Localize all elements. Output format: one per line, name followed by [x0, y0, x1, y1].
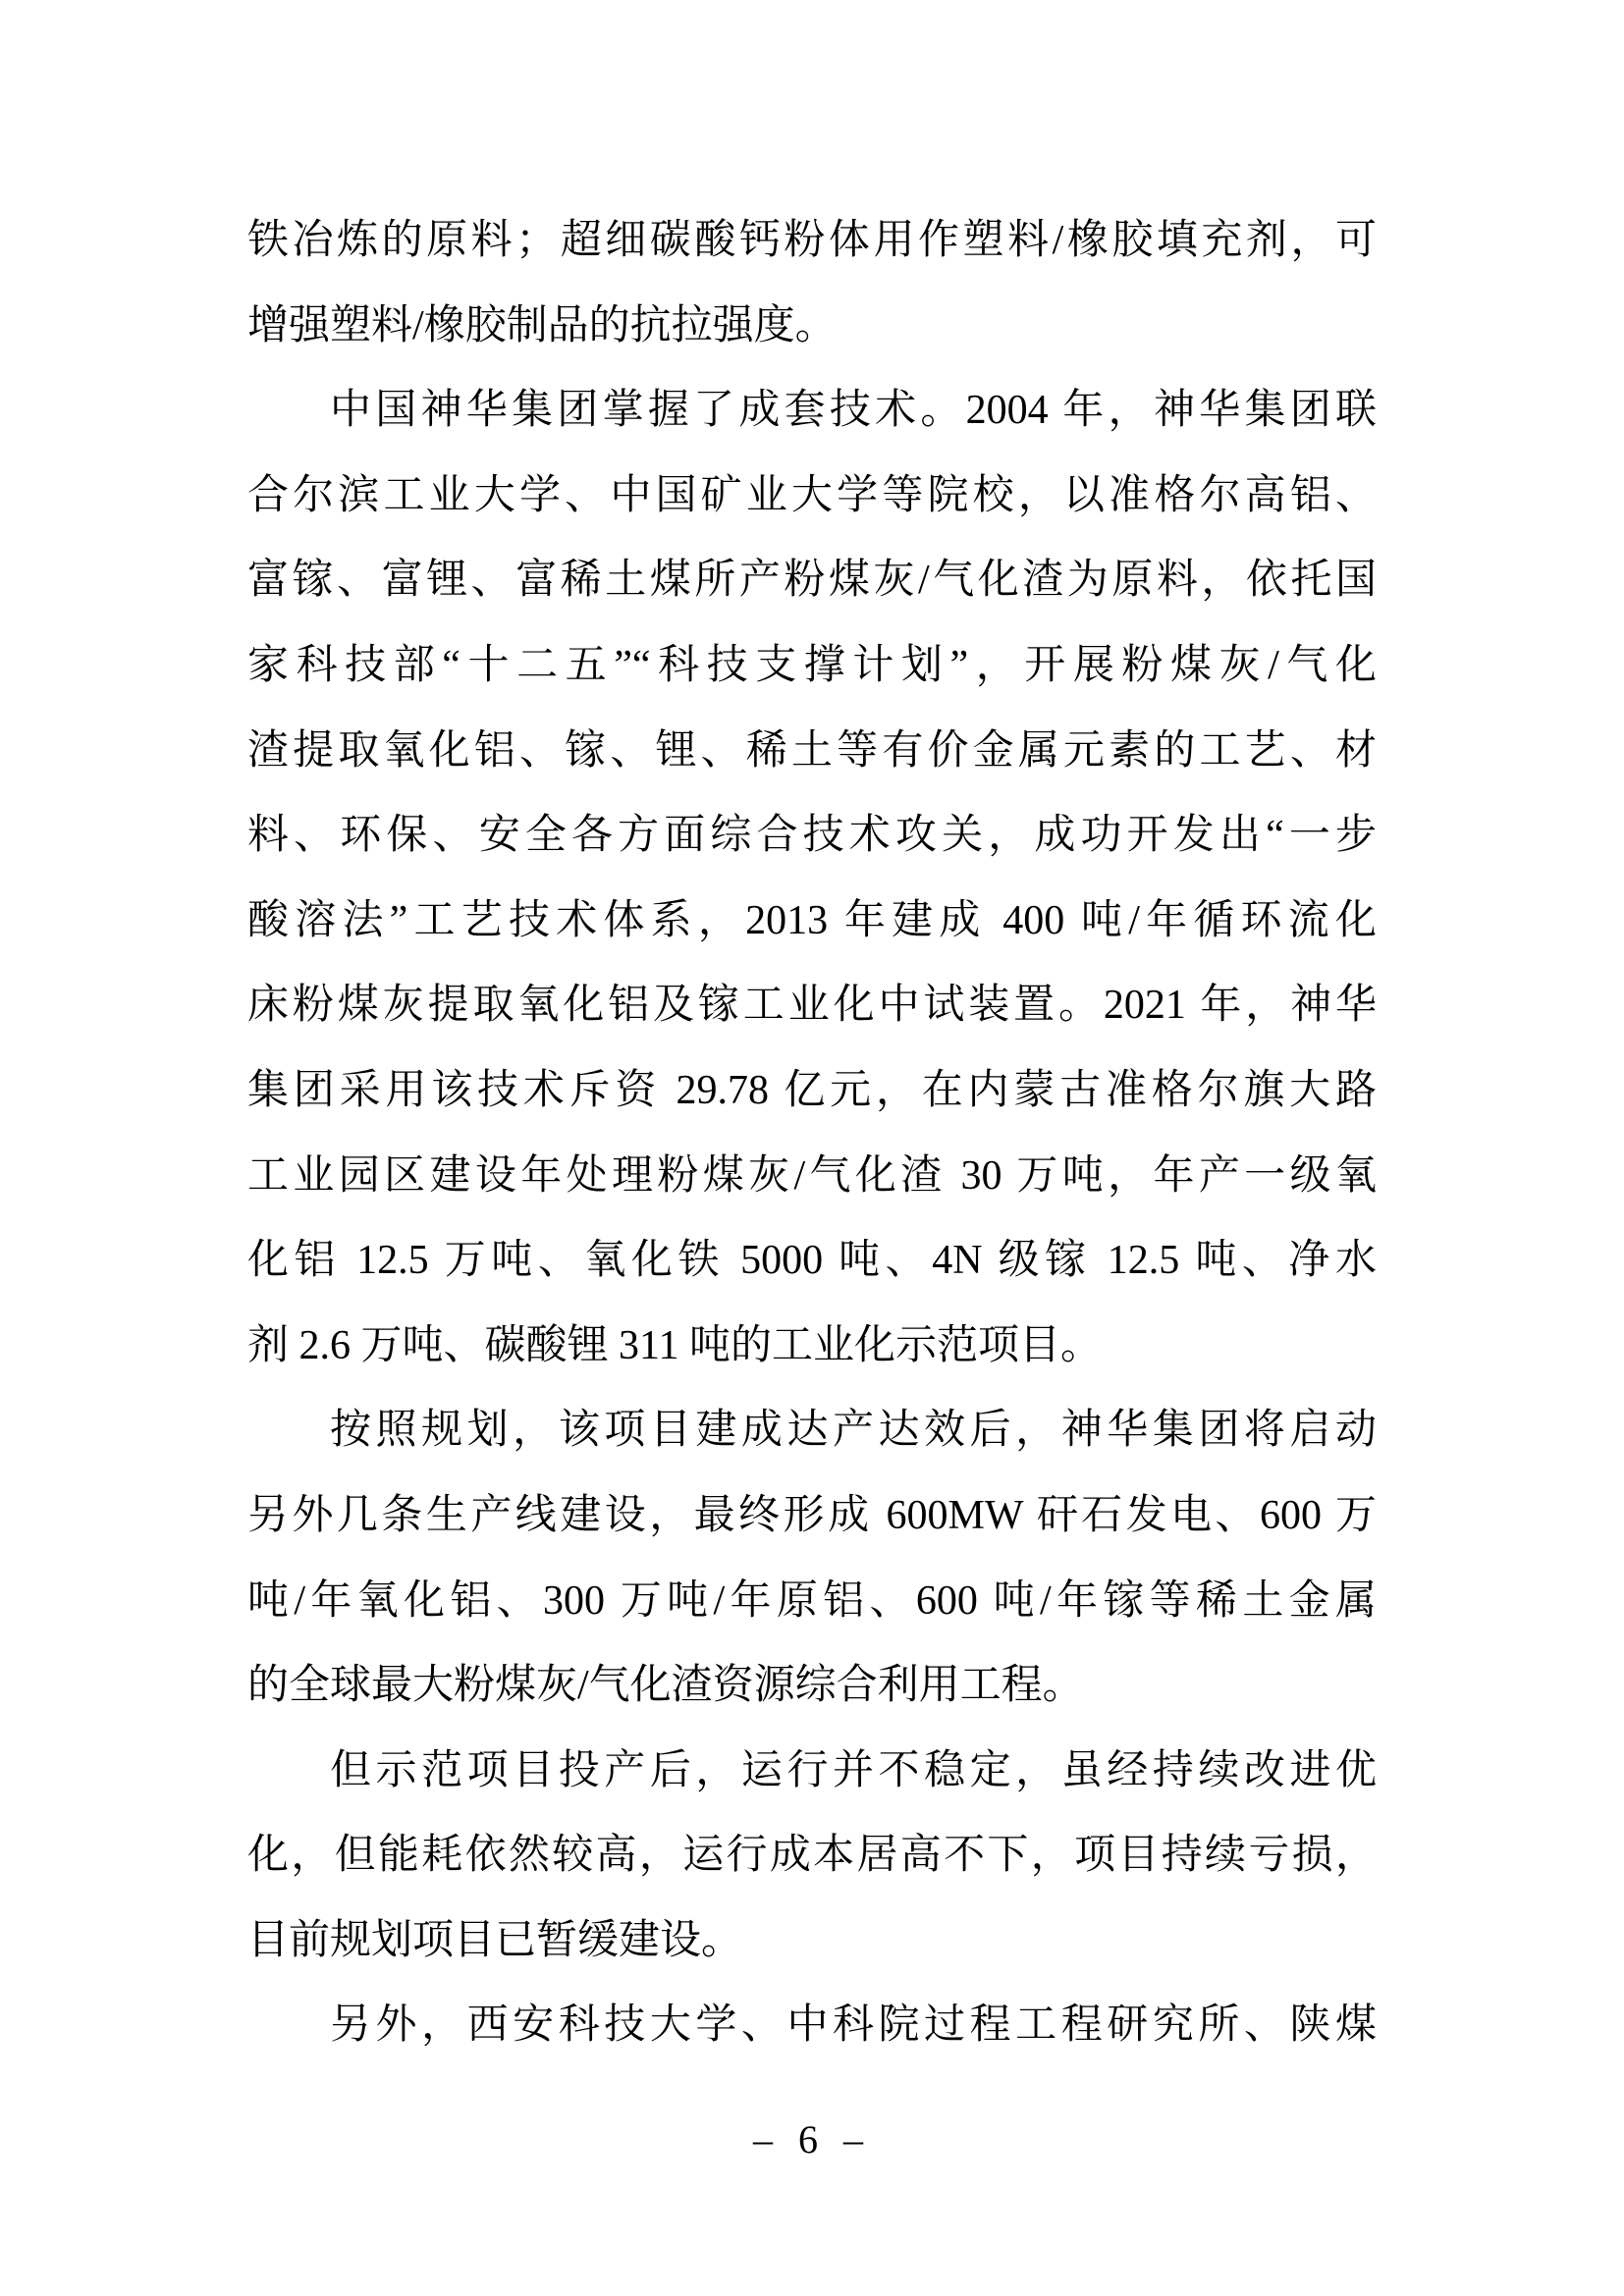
- text-line: 吨/年氧化铝、300 万吨/年原铝、600 吨/年镓等稀土金属: [247, 1577, 1377, 1624]
- text-line: 化，但能耗依然较高，运行成本居高不下，项目持续亏损，: [247, 1833, 1377, 1879]
- text-line: 富镓、富锂、富稀土煤所产粉煤灰/气化渣为原料，依托国: [247, 558, 1377, 604]
- text-line: 集团采用该技术斥资 29.78 亿元，在内蒙古准格尔旗大路: [247, 1067, 1377, 1113]
- text-line: 铁冶炼的原料；超细碳酸钙粉体用作塑料/橡胶填充剂，可: [247, 218, 1377, 263]
- text-line: 床粉煤灰提取氧化铝及镓工业化中试装置。2021 年，神华: [247, 983, 1377, 1029]
- text-line: 渣提取氧化铝、镓、锂、稀土等有价金属元素的工艺、材: [247, 727, 1377, 774]
- text-line: 料、环保、安全各方面综合技术攻关，成功开发出“一步: [247, 813, 1377, 859]
- text-line: 目前规划项目已暂缓建设。: [247, 1917, 743, 1963]
- text-line: 增强塑料/橡胶制品的抗拉强度。: [247, 302, 837, 348]
- text-line: 的全球最大粉煤灰/气化渣资源综合利用工程。: [247, 1663, 1084, 1709]
- text-line: 化铝 12.5 万吨、氧化铁 5000 吨、4N 级镓 12.5 吨、净水: [247, 1238, 1377, 1284]
- text-line: 中国神华集团掌握了成套技术。2004 年，神华集团联: [330, 388, 1377, 434]
- text-line: 另外几条生产线建设，最终形成 600MW 矸石发电、600 万: [247, 1492, 1377, 1538]
- text-line: 但示范项目投产后，运行并不稳定，虽经持续改进优: [330, 1747, 1377, 1793]
- text-line: 另外，西安科技大学、中科院过程工程研究所、陕煤: [330, 2002, 1377, 2049]
- text-line: 酸溶法”工艺技术体系，2013 年建成 400 吨/年循环流化: [247, 897, 1377, 943]
- page-number: – 6 –: [753, 2117, 871, 2162]
- text-line: 工业园区建设年处理粉煤灰/气化渣 30 万吨，年产一级氧: [247, 1152, 1377, 1199]
- body-text: [247, 198, 1377, 2068]
- text-line: 剂 2.6 万吨、碳酸锂 311 吨的工业化示范项目。: [247, 1322, 1102, 1368]
- text-line: 按照规划，该项目建成达产达效后，神华集团将启动: [330, 1408, 1377, 1454]
- text-line: 合尔滨工业大学、中国矿业大学等院校，以准格尔高铝、: [247, 472, 1377, 518]
- text-line: 家科技部“十二五”“科技支撑计划”，开展粉煤灰/气化: [247, 642, 1377, 688]
